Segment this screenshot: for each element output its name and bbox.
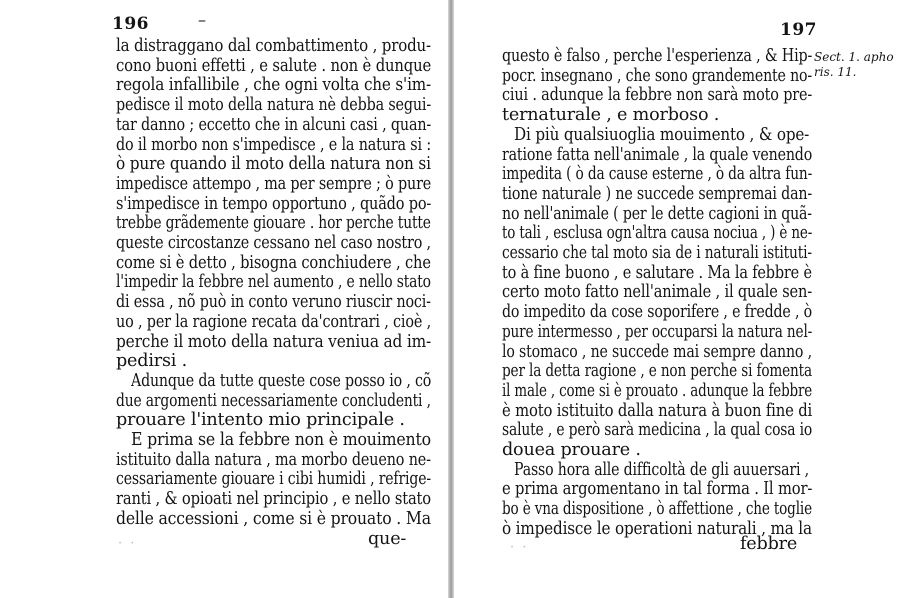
text-line: perche il moto della natura veniua ad im-: [116, 331, 432, 352]
left-page: [0, 0, 448, 598]
text-line: certo moto fatto nell'animale , il quale sen-: [502, 282, 812, 303]
text-line: do il morbo non s'impedisce , e la natura si :: [116, 134, 431, 155]
text-line: s'impedisce in tempo opportuno , quãdo po-: [116, 193, 432, 214]
text-line: impedita ( ò da cause esterne , ò da altra fun-: [502, 164, 813, 185]
text-line: questo è falso , perche l'esperienza , & Hip-: [502, 46, 813, 66]
text-line: pedisce il moto della natura nè debba segui-: [116, 95, 432, 116]
text-line: do impedito da cose soporifere , e fredde , ò: [502, 302, 813, 323]
text-line: doueа prouare .: [502, 440, 641, 460]
text-line: cessario che tal moto sia de i naturali istituti-: [502, 243, 812, 263]
text-line: cono buoni effetti , e salute . non è dunque: [116, 55, 432, 76]
marginal-note-line: ris. 11.: [814, 65, 857, 79]
text-line: pure intermesso , per occuparsi la natura nel-: [502, 321, 813, 342]
text-line: tar danno ; eccetto che in alcuni casi , quan-: [116, 114, 432, 135]
printer-mark: –: [198, 10, 206, 29]
text-line: trebbe grãdemente giouare . hor perche tutte: [116, 213, 431, 234]
text-line: per la detta ragione , e non perche si fomenta: [502, 361, 812, 382]
text-line: istituito dalla natura , ma morbo deueno ne-: [116, 449, 431, 470]
text-line: ranti , & opioati nel principio , e nello stato: [116, 489, 431, 510]
text-line: due argomenti necessariamente concludenti ,: [116, 390, 431, 411]
text-line: impedisce attempo , ma per sempre ; ò pure: [116, 173, 432, 194]
text-line: uo , per la ragione recata da'contrari , cioè ,: [116, 311, 431, 332]
text-line: cessariamente giouare i cibi humidi , refrige-: [116, 469, 431, 490]
text-line: è moto istituito dalla natura à buon fine di: [502, 400, 813, 421]
text-line: no nell'animale ( per le dette cagioni in quã-: [502, 203, 812, 224]
bleed-through: · ·: [510, 540, 529, 555]
marginal-note-line: Sect. 1. apho: [814, 50, 894, 64]
text-line: to tali , esclusa ogn'altra causa nociua , ) è ne-: [502, 223, 813, 244]
text-line: tione naturale ) ne succede sempremai dan-: [502, 183, 813, 204]
text-line: Passo hora alle difficoltà de gli auuersari ,: [514, 459, 809, 480]
page-number-right: 197: [780, 20, 817, 40]
text-line: salute , e però sarà medicina , la qual cosa io: [502, 420, 813, 441]
text-line: bo è vna dispositione , ò affettione , che toglie: [502, 499, 812, 520]
marginal-note: [814, 50, 894, 80]
text-line: Adunque da tutte queste cose posso io , cõ: [131, 370, 432, 391]
text-line: ciui . adunque la febbre non sarà moto pre-: [502, 85, 813, 106]
text-line: pocr. insegnano , che sono grandemente no-: [502, 65, 812, 86]
page-number-left: 196: [112, 14, 149, 34]
text-line: Di più qualsiuoglia mouimento , & ope-: [514, 124, 810, 145]
text-line: come si è detto , bisogna conchiudere , che: [116, 252, 431, 273]
text-line: di essa , nõ può in conto veruno riuscir noci-: [116, 292, 431, 313]
right-page: [454, 0, 900, 598]
text-line: e prima argomentano in tal forma . Il mor-: [502, 479, 813, 500]
text-line: regola infallibile , che ogni volta che s'im-: [116, 75, 431, 96]
text-line: ò pure quando il moto della natura non si: [116, 154, 431, 175]
text-line: pedirsi .: [116, 351, 188, 372]
text-line: la distraggano dal combattimento , produ-: [116, 36, 431, 56]
catchword-right: febbre: [740, 534, 798, 554]
text-line: E prima se la febbre non è mouimento: [131, 430, 431, 450]
text-line: to à fine buono , e salutare . Ma la febbre è: [502, 262, 812, 283]
text-line: queste circostanze cessano nel caso nostro ,: [116, 233, 431, 253]
text-line: prouare l'intento mio principale .: [116, 410, 405, 431]
text-line: ò impedisce le operationi naturali , ma la: [502, 518, 812, 539]
text-line: delle accessioni , come si è prouato . Ma: [116, 508, 431, 529]
catchword-left: que-: [368, 529, 407, 549]
text-line: ternaturale , e morboso .: [502, 105, 720, 126]
text-line: lo stomaco , ne succede mai sempre danno ,: [502, 341, 812, 362]
bleed-through: · ·: [118, 536, 137, 551]
text-line: il male , come si è prouato . adunque la febbre: [502, 380, 813, 401]
text-line: l'impedir la febbre nel aumento , e nello stato: [116, 272, 431, 293]
text-line: ratione fatta nell'animale , la quale venendo: [502, 144, 813, 165]
